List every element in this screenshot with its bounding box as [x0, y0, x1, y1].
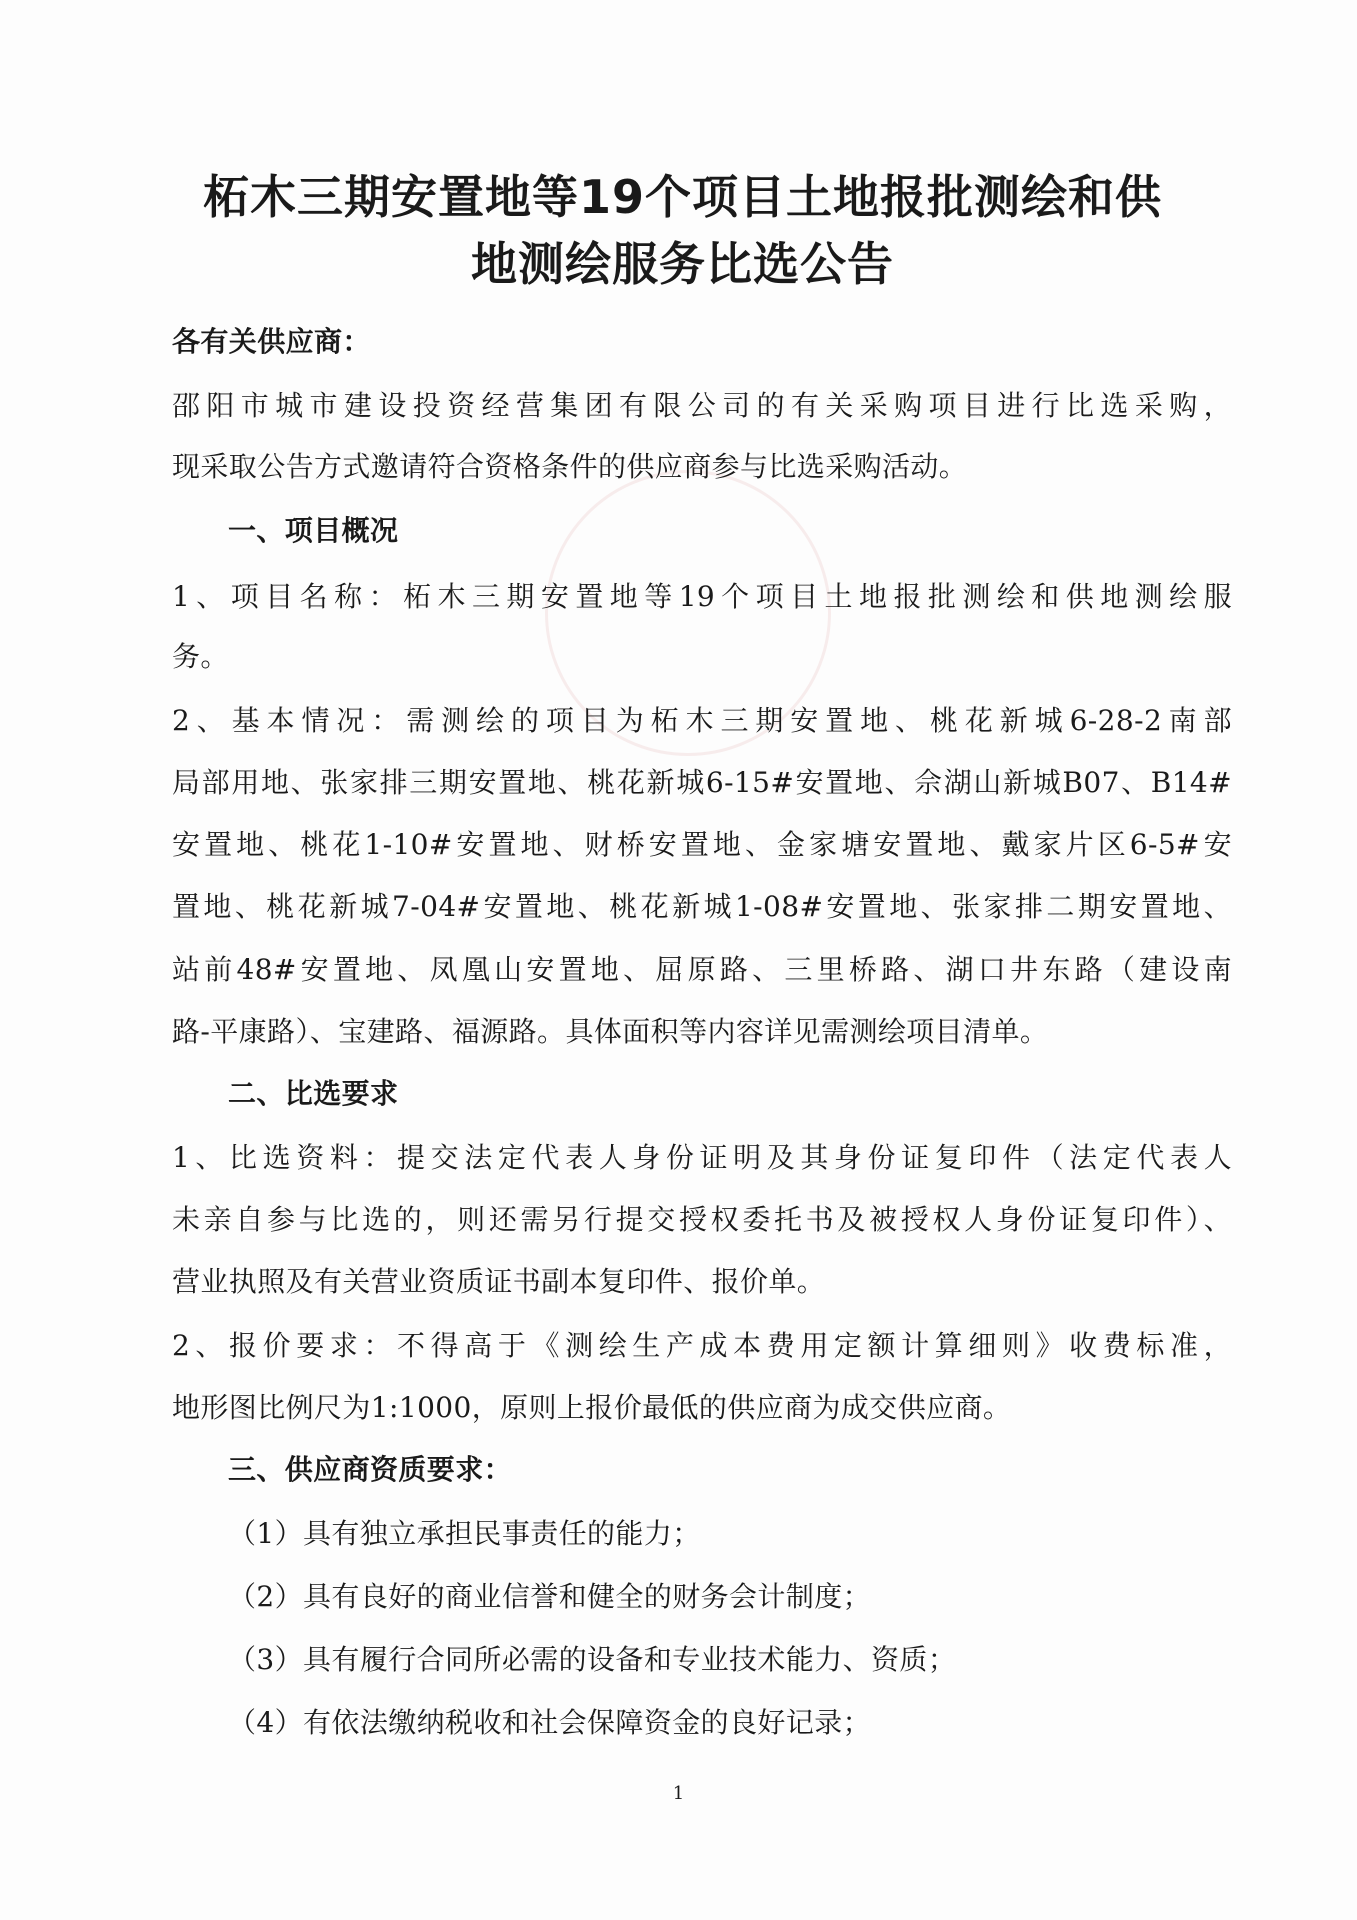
section-1-heading: 一、项目概况	[228, 514, 399, 547]
s2-item1-line-1: 1、比选资料：提交法定代表人身份证明及其身份证复印件（法定代表人	[172, 1141, 1232, 1174]
notice-title-line-2: 地测绘服务比选公告	[471, 237, 894, 291]
s1-item2-line-4: 置地、桃花新城7-04#安置地、桃花新城1-08#安置地、张家排二期安置地、	[172, 890, 1232, 923]
s1-item2-line-1: 2、基本情况：需测绘的项目为柘木三期安置地、桃花新城6-28-2南部	[172, 704, 1232, 737]
page-number: 1	[672, 1783, 685, 1804]
s1-item2-line-5: 站前48#安置地、凤凰山安置地、屈原路、三里桥路、湖口井东路（建设南	[172, 953, 1232, 986]
s2-item1-line-2: 未亲自参与比选的，则还需另行提交授权委托书及被授权人身份证复印件）、	[172, 1203, 1232, 1236]
s1-item2-line-2: 局部用地、张家排三期安置地、桃花新城6-15#安置地、佘湖山新城B07、B14#	[172, 766, 1232, 799]
s2-item2-line-1: 2、报价要求：不得高于《测绘生产成本费用定额计算细则》收费标准，	[172, 1329, 1232, 1362]
section-3-heading: 三、供应商资质要求：	[228, 1453, 513, 1486]
qualification-item-3: （3）具有履行合同所必需的设备和专业技术能力、资质；	[228, 1643, 957, 1676]
qualification-item-2: （2）具有良好的商业信誉和健全的财务会计制度；	[228, 1580, 872, 1613]
section-2-heading: 二、比选要求	[228, 1077, 399, 1110]
intro-line-2: 现采取公告方式邀请符合资格条件的供应商参与比选采购活动。	[172, 450, 968, 483]
salutation: 各有关供应商：	[172, 325, 371, 358]
s1-item1-line-1: 1、项目名称：柘木三期安置地等19个项目土地报批测绘和供地测绘服	[172, 580, 1232, 613]
s1-item2-line-3: 安置地、桃花1-10#安置地、财桥安置地、金家塘安置地、戴家片区6-5#安	[172, 828, 1232, 861]
s2-item1-line-3: 营业执照及有关营业资质证书副本复印件、报价单。	[172, 1265, 826, 1298]
s1-item2-line-6: 路-平康路）、宝建路、福源路。具体面积等内容详见需测绘项目清单。	[172, 1015, 1049, 1048]
notice-title-line-1: 柘木三期安置地等19个项目土地报批测绘和供	[202, 170, 1162, 224]
s2-item2-line-2: 地形图比例尺为1:1000，原则上报价最低的供应商为成交供应商。	[172, 1391, 1012, 1424]
s1-item1-line-2: 务。	[172, 640, 229, 673]
qualification-item-1: （1）具有独立承担民事责任的能力；	[228, 1517, 701, 1550]
qualification-item-4: （4）有依法缴纳税收和社会保障资金的良好记录；	[228, 1706, 872, 1739]
intro-line-1: 邵阳市城市建设投资经营集团有限公司的有关采购项目进行比选采购，	[172, 389, 1232, 422]
